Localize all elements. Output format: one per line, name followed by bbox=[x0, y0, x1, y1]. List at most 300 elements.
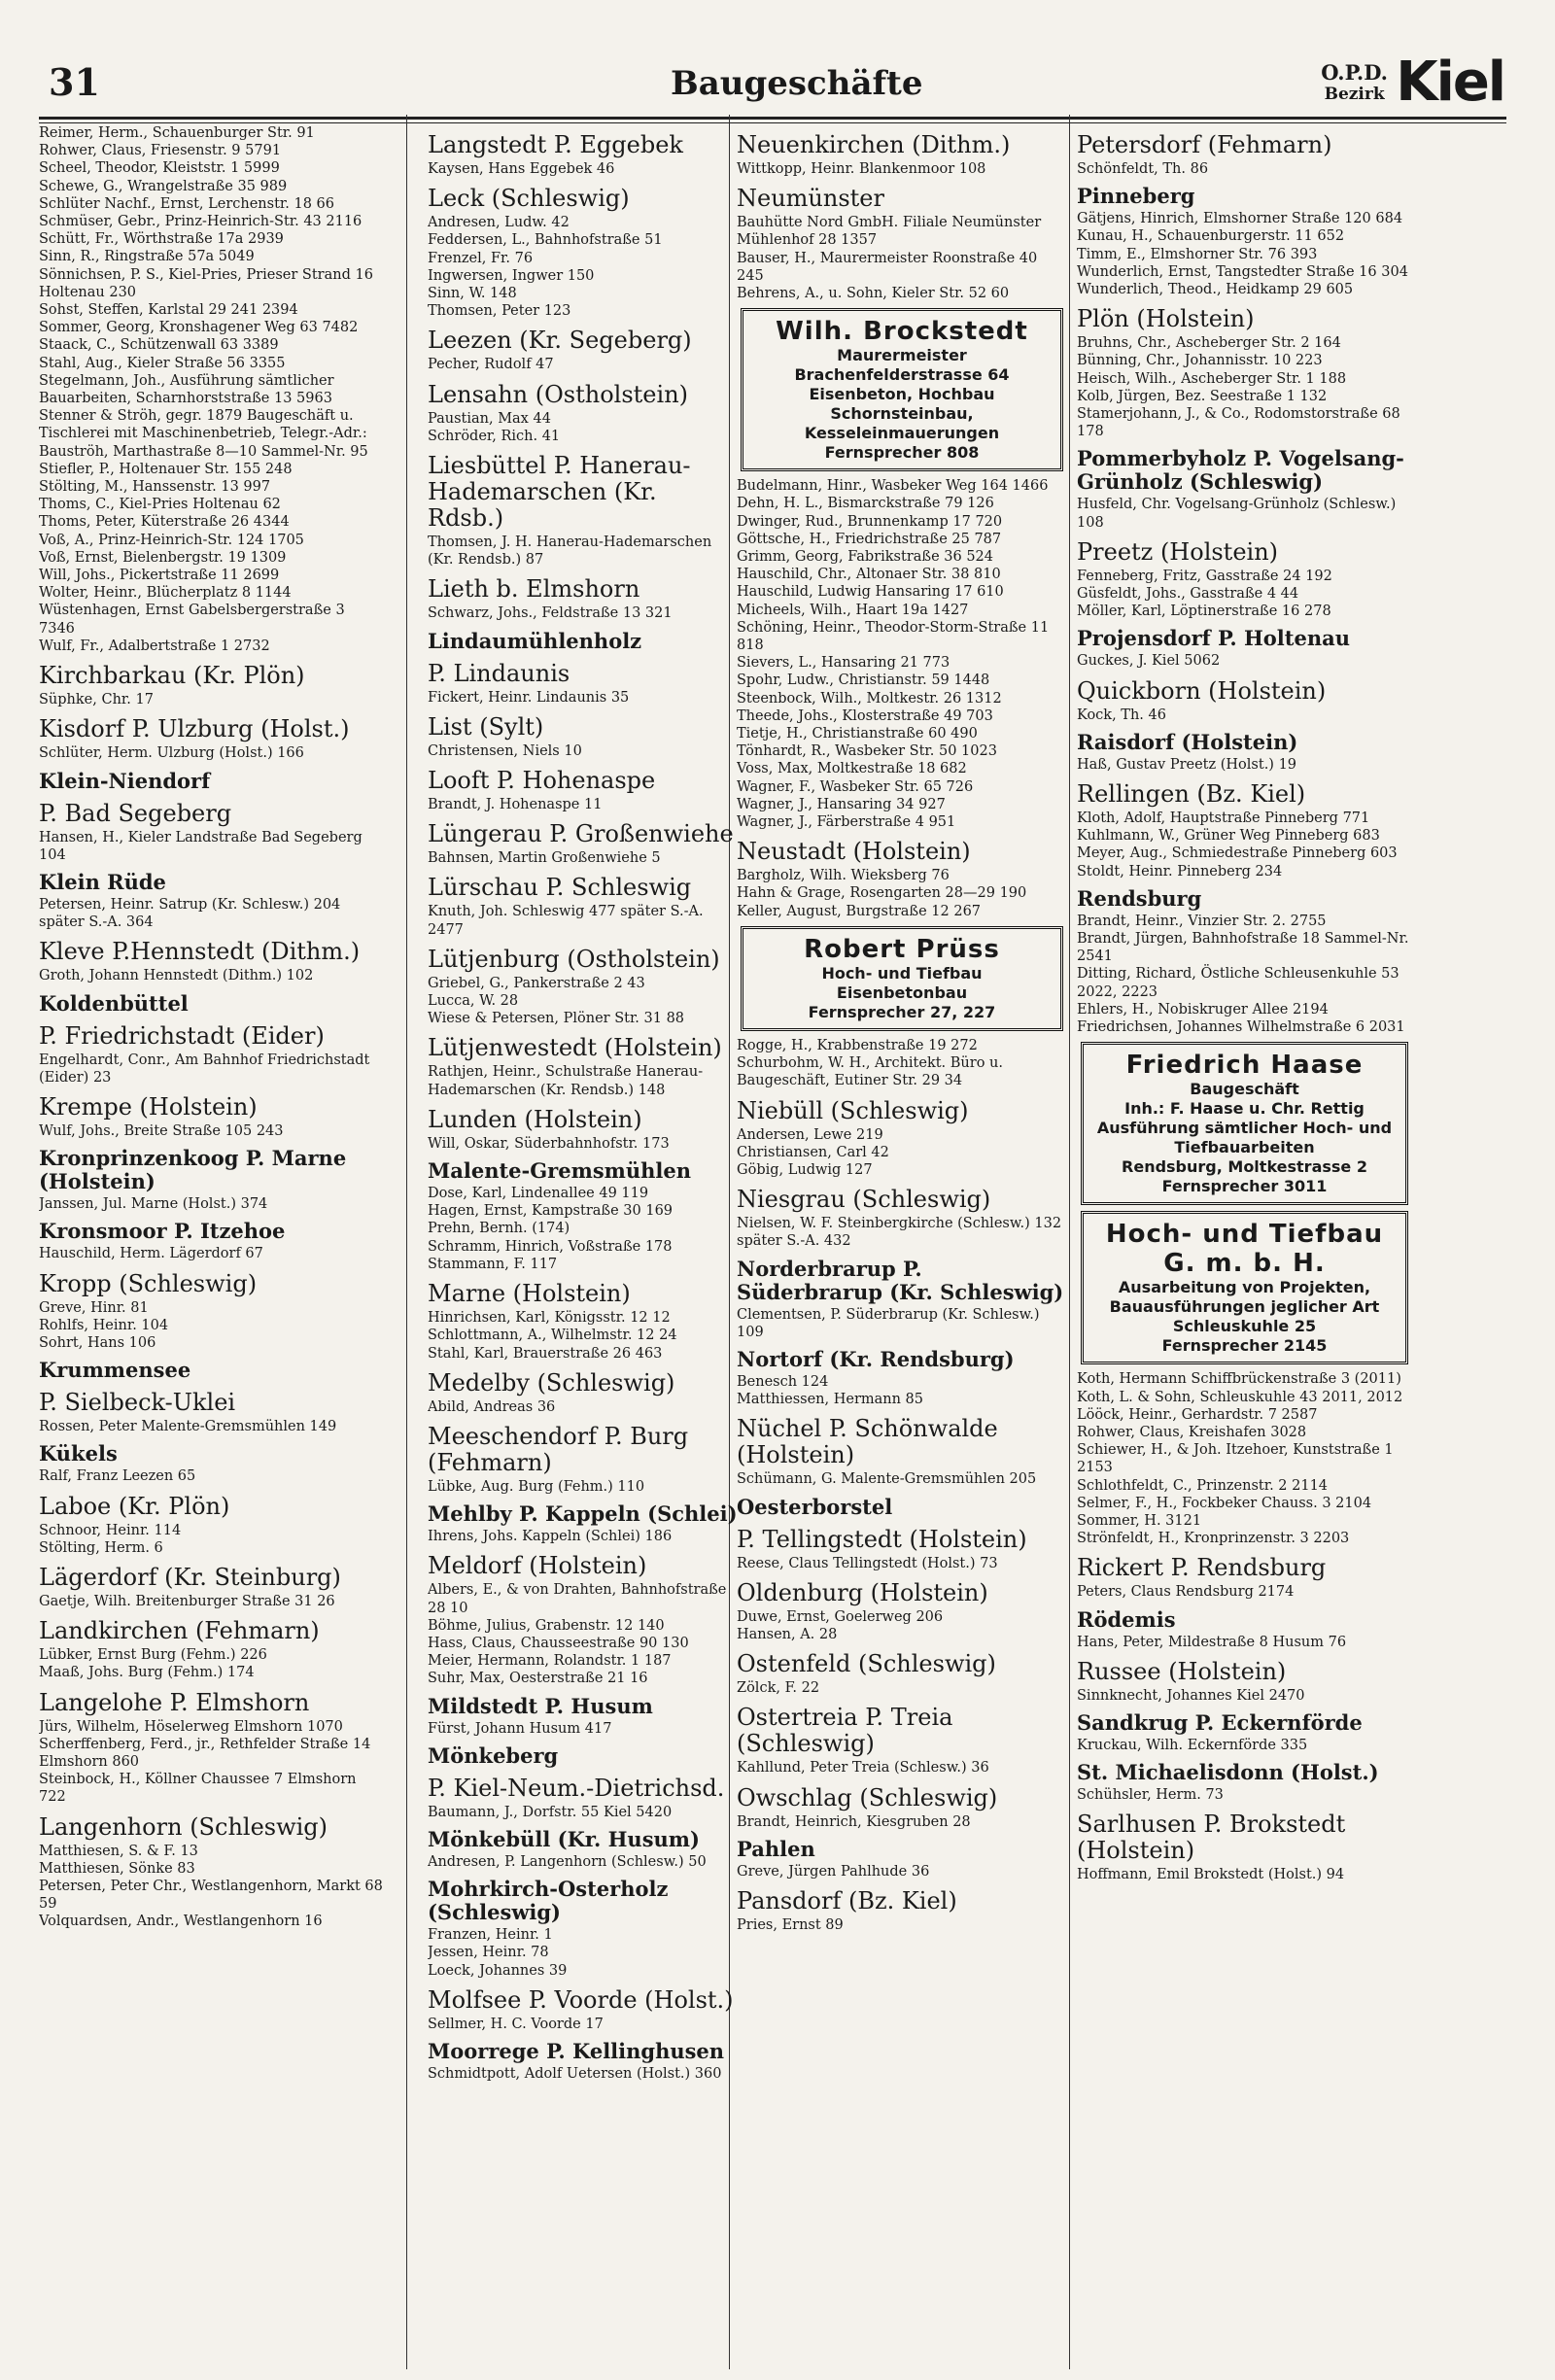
directory-entry: Strönfeldt, H., Kronprinzenstr. 3 2203 bbox=[1077, 1531, 1350, 1547]
directory-entry: Brandt, Heinrich, Kiesgruben 28 bbox=[737, 1813, 971, 1830]
directory-entry: Janssen, Jul. Marne (Holst.) 374 bbox=[39, 1196, 268, 1213]
place-heading: Molfsee P. Voorde (Holst.) bbox=[428, 1985, 734, 2014]
directory-entry: Göbig, Ludwig 127 bbox=[737, 1161, 873, 1178]
directory-entry: Kahllund, Peter Treia (Schlesw.) 36 bbox=[737, 1760, 989, 1776]
directory-entry: Wagner, F., Wasbeker Str. 65 726 bbox=[737, 778, 974, 795]
place-heading: Quickborn (Holstein) bbox=[1077, 676, 1327, 705]
place-heading: Pahlen bbox=[737, 1836, 815, 1861]
advertisement-line: Fernsprecher 808 bbox=[824, 443, 980, 463]
directory-entry: Bahnsen, Martin Großenwiehe 5 bbox=[428, 850, 661, 867]
directory-entry: Reese, Claus Tellingstedt (Holst.) 73 bbox=[737, 1555, 998, 1571]
directory-entry: Will, Johs., Pickertstraße 11 2699 bbox=[39, 568, 280, 584]
directory-entry: Voss, Max, Moltkestraße 18 682 bbox=[737, 761, 967, 777]
directory-entry: Matthiesen, S. & F. 13 bbox=[39, 1843, 198, 1859]
page-title: Baugeschäfte bbox=[671, 64, 923, 103]
directory-entry: Ditting, Richard, Östliche Schleusenkuhle 53 2022, 2223 bbox=[1077, 966, 1400, 1000]
place-heading: P. Lindaunis bbox=[428, 659, 570, 687]
directory-entry: Stamerjohann, J., & Co., Rodomstorstraße 68 178 bbox=[1077, 406, 1400, 440]
place-heading: Plön (Holstein) bbox=[1077, 305, 1255, 333]
directory-entry: Wagner, J., Färberstraße 4 951 bbox=[737, 814, 956, 831]
directory-entry: Frenzel, Fr. 76 bbox=[428, 250, 534, 266]
directory-entry: Stoldt, Heinr. Pinneberg 234 bbox=[1077, 863, 1283, 880]
place-heading: Pinneberg bbox=[1077, 184, 1195, 209]
directory-entry: Hahn & Grage, Rosengarten 28—29 190 bbox=[737, 885, 1027, 902]
directory-entry: Pries, Ernst 89 bbox=[737, 1916, 844, 1933]
directory-entry: Paustian, Max 44 bbox=[428, 410, 551, 427]
directory-entry: Rossen, Peter Malente-Gremsmühlen 149 bbox=[39, 1419, 337, 1435]
directory-entry: Andresen, P. Langenhorn (Schlesw.) 50 bbox=[428, 1853, 707, 1870]
place-heading: Rellingen (Bz. Kiel) bbox=[1077, 780, 1306, 809]
place-heading: Projensdorf P. Holtenau bbox=[1077, 626, 1350, 651]
directory-entry: Schwarz, Johs., Feldstraße 13 321 bbox=[428, 605, 673, 622]
directory-entry: Greve, Jürgen Pahlhude 36 bbox=[737, 1863, 930, 1880]
place-heading: Lensahn (Ostholstein) bbox=[428, 380, 689, 408]
place-heading: P. Friedrichstadt (Eider) bbox=[39, 1021, 325, 1050]
place-heading: Meeschendorf P. Burg (Fehmarn) bbox=[428, 1422, 689, 1476]
place-heading: Petersdorf (Fehmarn) bbox=[1077, 131, 1332, 158]
directory-entry: Stölting, M., Hanssenstr. 13 997 bbox=[39, 479, 271, 496]
directory-entry: Loeck, Johannes 39 bbox=[428, 1962, 568, 1979]
directory-entry: Nielsen, W. F. Steinbergkirche (Schlesw.) 132 später S.-A. 432 bbox=[737, 1216, 1062, 1250]
advertisement-title: Robert Prüss bbox=[804, 934, 1000, 964]
directory-entry: Christiansen, Carl 42 bbox=[737, 1144, 889, 1160]
place-heading: Pommerbyholz P. Vogelsang-Grünholz (Schleswig) bbox=[1077, 446, 1404, 495]
place-heading: Nüchel P. Schönwalde (Holstein) bbox=[737, 1415, 998, 1469]
advertisement-line: Hoch- und Tiefbau bbox=[821, 963, 983, 983]
place-heading: Neuenkirchen (Dithm.) bbox=[737, 131, 1011, 158]
directory-entry: Sinn, R., Ringstraße 57a 5049 bbox=[39, 249, 255, 265]
directory-entry: Stammann, F. 117 bbox=[428, 1256, 558, 1272]
directory-entry: Heisch, Wilh., Ascheberger Str. 1 188 bbox=[1077, 370, 1347, 387]
place-heading: Owschlag (Schleswig) bbox=[737, 1783, 998, 1811]
place-heading: Looft P. Hohenaspe bbox=[428, 767, 656, 795]
directory-entry: Voß, A., Prinz-Heinrich-Str. 124 1705 bbox=[39, 532, 304, 548]
directory-entry: Hinrichsen, Karl, Königsstr. 12 12 bbox=[428, 1310, 671, 1327]
place-heading: Lunden (Holstein) bbox=[428, 1105, 642, 1133]
directory-entry: Lööck, Heinr., Gerhardstr. 7 2587 bbox=[1077, 1406, 1318, 1423]
place-heading: Rickert P. Rendsburg bbox=[1077, 1554, 1327, 1582]
place-heading: Moorrege P. Kellinghusen bbox=[428, 2038, 725, 2063]
directory-entry: Bünning, Chr., Johannisstr. 10 223 bbox=[1077, 353, 1323, 369]
directory-entry: Selmer, F., H., Fockbeker Chauss. 3 2104 bbox=[1077, 1495, 1372, 1511]
place-heading: Kropp (Schleswig) bbox=[39, 1269, 258, 1297]
place-heading: P. Tellingstedt (Holstein) bbox=[737, 1525, 1027, 1553]
directory-entry: Andresen, Ludw. 42 bbox=[428, 215, 570, 231]
directory-entry: Reimer, Herm., Schauenburger Str. 91 bbox=[39, 125, 315, 141]
directory-entry: Groth, Johann Hennstedt (Dithm.) 102 bbox=[39, 968, 314, 984]
directory-entry: Rohlfs, Heinr. 104 bbox=[39, 1317, 169, 1333]
directory-entry: Rogge, H., Krabbenstraße 19 272 bbox=[737, 1037, 978, 1053]
directory-entry: Friedrichsen, Johannes Wilhelmstraße 6 2031 bbox=[1077, 1019, 1405, 1036]
directory-entry: Möller, Karl, Löptinerstraße 16 278 bbox=[1077, 604, 1331, 620]
directory-entry: Kunau, H., Schauenburgerstr. 11 652 bbox=[1077, 228, 1345, 245]
directory-entry: Hansen, H., Kieler Landstraße Bad Segeberg 104 bbox=[39, 829, 363, 863]
place-heading: Niesgrau (Schleswig) bbox=[737, 1186, 991, 1214]
directory-entry: Gätjens, Hinrich, Elmshorner Straße 120 684 bbox=[1077, 211, 1403, 227]
directory-entry: Stahl, Aug., Kieler Straße 56 3355 bbox=[39, 355, 286, 371]
place-heading: Lütjenburg (Ostholstein) bbox=[428, 945, 720, 973]
directory-entry: Koth, Hermann Schiffbrückenstraße 3 (2011) bbox=[1077, 1371, 1401, 1388]
place-heading: Malente-Gremsmühlen bbox=[428, 1158, 692, 1184]
directory-entry: Micheels, Wilh., Haart 19a 1427 bbox=[737, 602, 969, 618]
place-heading: Ostenfeld (Schleswig) bbox=[737, 1650, 996, 1678]
directory-entry: Ralf, Franz Leezen 65 bbox=[39, 1468, 196, 1485]
directory-entry: Scherffenberg, Ferd., jr., Rethfelder Straße 14 Elmshorn 860 bbox=[39, 1736, 371, 1770]
directory-entry: Duwe, Ernst, Goelerweg 206 bbox=[737, 1608, 944, 1625]
directory-entry: Steinbock, H., Köllner Chaussee 7 Elmshorn 722 bbox=[39, 1772, 357, 1806]
place-heading: Rödemis bbox=[1077, 1606, 1176, 1632]
directory-entry: Schramm, Hinrich, Voßstraße 178 bbox=[428, 1238, 673, 1255]
directory-entry: Hans, Peter, Mildestraße 8 Husum 76 bbox=[1077, 1634, 1347, 1650]
directory-entry: Bauhütte Nord GmbH. Filiale Neumünster Mühlenhof 28 1357 bbox=[737, 215, 1042, 249]
directory-entry: Stiefler, P., Holtenauer Str. 155 248 bbox=[39, 461, 293, 477]
place-heading: Liesbüttel P. Hanerau-Hademarschen (Kr. Rdsb.) bbox=[428, 452, 691, 533]
directory-entry: Bruhns, Chr., Ascheberger Str. 2 164 bbox=[1077, 335, 1341, 352]
directory-entry: Göttsche, H., Friedrichstraße 25 787 bbox=[737, 531, 1002, 547]
directory-entry: Hauschild, Ludwig Hansaring 17 610 bbox=[737, 584, 1004, 601]
directory-entry: Behrens, A., u. Sohn, Kieler Str. 52 60 bbox=[737, 286, 1010, 302]
directory-entry: Sommer, H. 3121 bbox=[1077, 1512, 1202, 1529]
directory-entry: Kuhlmann, W., Grüner Weg Pinneberg 683 bbox=[1077, 828, 1380, 845]
directory-entry: Kaysen, Hans Eggebek 46 bbox=[428, 161, 615, 177]
place-heading: Kronsmoor P. Itzehoe bbox=[39, 1219, 286, 1244]
directory-entry: Suhr, Max, Oesterstraße 21 16 bbox=[428, 1671, 648, 1687]
directory-entry: Hass, Claus, Chausseestraße 90 130 bbox=[428, 1635, 689, 1651]
advertisement-line: Inh.: F. Haase u. Chr. Rettig bbox=[1124, 1099, 1365, 1119]
directory-entry: Tönhardt, R., Wasbeker Str. 50 1023 bbox=[737, 743, 997, 760]
place-heading: Rendsburg bbox=[1077, 885, 1202, 911]
directory-entry: Schlüter Nachf., Ernst, Lerchenstr. 18 66 bbox=[39, 195, 334, 212]
place-heading: Laboe (Kr. Plön) bbox=[39, 1492, 230, 1520]
directory-entry: Peters, Claus Rendsburg 2174 bbox=[1077, 1584, 1295, 1601]
place-heading: Sarlhusen P. Brokstedt (Holstein) bbox=[1077, 1811, 1346, 1865]
column-1 bbox=[39, 124, 384, 2369]
advertisement-line: Fernsprecher 3011 bbox=[1161, 1177, 1328, 1196]
advertisement-title: Friedrich Haase bbox=[1125, 1051, 1364, 1081]
advertisement-line: Brachenfelderstrasse 64 bbox=[794, 365, 1010, 385]
place-heading: Preetz (Holstein) bbox=[1077, 537, 1279, 566]
directory-entry: Schütt, Fr., Wörthstraße 17a 2939 bbox=[39, 231, 284, 248]
directory-entry: Hauschild, Herm. Lägerdorf 67 bbox=[39, 1246, 263, 1262]
advertisement-title: Wilh. Brockstedt bbox=[776, 317, 1028, 347]
place-heading: Lindaumühlenholz bbox=[428, 628, 642, 653]
directory-entry: Kruckau, Wilh. Eckernförde 335 bbox=[1077, 1737, 1308, 1753]
place-heading: Neumünster bbox=[737, 185, 884, 213]
place-heading: Mönkebüll (Kr. Husum) bbox=[428, 1826, 700, 1851]
directory-entry: Greve, Hinr. 81 bbox=[39, 1299, 149, 1316]
directory-entry: Böhme, Julius, Grabenstr. 12 140 bbox=[428, 1617, 665, 1634]
directory-entry: Sellmer, H. C. Voorde 17 bbox=[428, 2016, 604, 2032]
directory-entry: Hagen, Ernst, Kampstraße 30 169 bbox=[428, 1203, 674, 1220]
advertisement-line: Maurermeister bbox=[837, 346, 967, 365]
directory-entry: Grimm, Georg, Fabrikstraße 36 524 bbox=[737, 549, 994, 566]
directory-entry: Fickert, Heinr. Lindaunis 35 bbox=[428, 689, 630, 706]
directory-entry: Jürs, Wilhelm, Höselerweg Elmshorn 1070 bbox=[39, 1718, 343, 1735]
directory-entry: Sohrt, Hans 106 bbox=[39, 1334, 156, 1351]
place-heading: Kronprinzenkoog P. Marne (Holstein) bbox=[39, 1146, 347, 1194]
place-heading: Marne (Holstein) bbox=[428, 1280, 631, 1308]
directory-entry: Güsfeldt, Johs., Gasstraße 4 44 bbox=[1077, 586, 1299, 603]
directory-entry: Volquardsen, Andr., Westlangenhorn 16 bbox=[39, 1914, 323, 1930]
place-heading: P. Kiel-Neum.-Dietrichsd. bbox=[428, 1774, 725, 1802]
directory-entry: Griebel, G., Pankerstraße 2 43 bbox=[428, 975, 645, 991]
directory-entry: Maaß, Johs. Burg (Fehm.) 174 bbox=[39, 1665, 255, 1681]
directory-entry: Schröder, Rich. 41 bbox=[428, 428, 561, 444]
place-heading: Ostertreia P. Treia (Schleswig) bbox=[737, 1704, 953, 1758]
directory-entry: Dose, Karl, Lindenallee 49 119 bbox=[428, 1186, 649, 1202]
directory-entry: Abild, Andreas 36 bbox=[428, 1398, 556, 1415]
directory-entry: Lübker, Ernst Burg (Fehm.) 226 bbox=[39, 1647, 267, 1664]
place-heading: Krempe (Holstein) bbox=[39, 1092, 258, 1121]
advertisement-line: Rendsburg, Moltkestrasse 2 bbox=[1122, 1157, 1367, 1177]
directory-entry: Guckes, J. Kiel 5062 bbox=[1077, 653, 1221, 670]
opd-label: O.P.D. bbox=[1321, 60, 1388, 85]
place-heading: Krummensee bbox=[39, 1358, 191, 1383]
directory-entry: Dwinger, Rud., Brunnenkamp 17 720 bbox=[737, 513, 1003, 530]
directory-entry: Sohst, Steffen, Karlstal 29 241 2394 bbox=[39, 302, 298, 319]
column-divider bbox=[1069, 115, 1070, 2369]
page-header bbox=[39, 51, 1504, 115]
directory-entry: Süphke, Chr. 17 bbox=[39, 692, 154, 708]
place-heading: Mönkeberg bbox=[428, 1742, 559, 1768]
directory-entry: Rohwer, Claus, Friesenstr. 9 5791 bbox=[39, 143, 282, 159]
directory-entry: Budelmann, Hinr., Wasbeker Weg 164 1466 bbox=[737, 478, 1049, 495]
place-heading: Pansdorf (Bz. Kiel) bbox=[737, 1886, 957, 1914]
directory-entry: Albers, E., & von Drahten, Bahnhofstraße 28 10 bbox=[428, 1582, 727, 1616]
directory-entry: Stenner & Ströh, gegr. 1879 Baugeschäft u. Tischlerei mit Maschinenbetrieb, Telegr.-Adr.: Bauströh, Marthastraße 8—10 Sammel-Nr. 95 bbox=[39, 408, 368, 460]
page-number: 31 bbox=[49, 60, 100, 104]
advertisement-title: Hoch- und Tiefbau G. m. b. H. bbox=[1105, 1220, 1384, 1279]
place-heading: Langenhorn (Schleswig) bbox=[39, 1812, 328, 1841]
directory-entry: Baumann, J., Dorfstr. 55 Kiel 5420 bbox=[428, 1804, 673, 1820]
advertisement-line: Schornsteinbau, Kesseleinmauerungen bbox=[804, 404, 1000, 443]
column-3 bbox=[737, 124, 1067, 2369]
place-heading: Lägerdorf (Kr. Steinburg) bbox=[39, 1563, 341, 1591]
directory-entry: Brandt, Jürgen, Bahnhofstraße 18 Sammel-Nr. 2541 bbox=[1077, 931, 1409, 965]
directory-entry: Schlothfeldt, C., Prinzenstr. 2 2114 bbox=[1077, 1477, 1329, 1494]
directory-entry: Haß, Gustav Preetz (Holst.) 19 bbox=[1077, 756, 1297, 773]
directory-entry: Sönnichsen, P. S., Kiel-Pries, Prieser Strand 16 Holtenau 230 bbox=[39, 266, 373, 300]
bezirk-label: Bezirk bbox=[1324, 85, 1385, 104]
directory-entry: Fenneberg, Fritz, Gasstraße 24 192 bbox=[1077, 568, 1332, 584]
directory-entry: Schönfeldt, Th. 86 bbox=[1077, 161, 1209, 177]
place-heading: Raisdorf (Holstein) bbox=[1077, 729, 1298, 754]
directory-entry: Andersen, Lewe 219 bbox=[737, 1126, 883, 1143]
directory-entry: Schlottmann, A., Wilhelmstr. 12 24 bbox=[428, 1328, 677, 1344]
directory-entry: Hoffmann, Emil Brokstedt (Holst.) 94 bbox=[1077, 1867, 1345, 1883]
place-heading: Langstedt P. Eggebek bbox=[428, 131, 683, 158]
directory-entry: Schmüser, Gebr., Prinz-Heinrich-Str. 43 2116 bbox=[39, 214, 363, 230]
directory-entry: Koth, L. & Sohn, Schleuskuhle 43 2011, 2012 bbox=[1077, 1389, 1403, 1405]
directory-entry: Matthiesen, Sönke 83 bbox=[39, 1860, 195, 1877]
place-heading: Koldenbüttel bbox=[39, 990, 189, 1016]
directory-entry: Schiewer, H., & Joh. Itzehoer, Kunststraße 1 2153 bbox=[1077, 1442, 1394, 1476]
directory-entry: Thomsen, Peter 123 bbox=[428, 303, 571, 320]
directory-entry: Hauschild, Chr., Altonaer Str. 38 810 bbox=[737, 567, 1001, 583]
place-heading: Mehlby P. Kappeln (Schlei) bbox=[428, 1501, 738, 1527]
place-heading: Kisdorf P. Ulzburg (Holst.) bbox=[39, 715, 350, 743]
directory-entry: Scheel, Theodor, Kleiststr. 1 5999 bbox=[39, 160, 280, 177]
directory-entry: Matthiessen, Hermann 85 bbox=[737, 1392, 924, 1408]
column-divider bbox=[406, 115, 407, 2369]
directory-entry: Schurbohm, W. H., Architekt. Büro u. Baugeschäft, Eutiner Str. 29 34 bbox=[737, 1055, 1003, 1089]
directory-entry: Sommer, Georg, Kronshagener Weg 63 7482 bbox=[39, 320, 359, 336]
advertisement-line: Schleuskuhle 25 bbox=[1172, 1317, 1317, 1336]
directory-entry: Hansen, A. 28 bbox=[737, 1626, 838, 1642]
place-heading: Medelby (Schleswig) bbox=[428, 1368, 675, 1397]
directory-entry: Lucca, W. 28 bbox=[428, 993, 519, 1010]
place-heading: Meldorf (Holstein) bbox=[428, 1552, 647, 1580]
column-2 bbox=[428, 124, 739, 2369]
directory-entry: Brandt, J. Hohenaspe 11 bbox=[428, 797, 603, 813]
place-heading: Nortorf (Kr. Rendsburg) bbox=[737, 1346, 1015, 1371]
directory-entry: Stahl, Karl, Brauerstraße 26 463 bbox=[428, 1345, 663, 1362]
place-heading: P. Sielbeck-Uklei bbox=[39, 1389, 236, 1417]
directory-entry: Stölting, Herm. 6 bbox=[39, 1539, 163, 1556]
directory-entry: Wittkopp, Heinr. Blankenmoor 108 bbox=[737, 161, 986, 177]
place-heading: Lütjenwestedt (Holstein) bbox=[428, 1034, 722, 1062]
directory-entry: Dehn, H. L., Bismarckstraße 79 126 bbox=[737, 496, 994, 512]
advertisement-line: Fernsprecher 27, 227 bbox=[808, 1002, 996, 1021]
directory-entry: Thoms, Peter, Küterstraße 26 4344 bbox=[39, 514, 290, 531]
directory-entry: Steenbock, Wilh., Moltkestr. 26 1312 bbox=[737, 690, 1002, 707]
directory-entry: Wiese & Petersen, Plöner Str. 31 88 bbox=[428, 1011, 685, 1027]
directory-entry: Schöning, Heinr., Theodor-Storm-Straße 11 818 bbox=[737, 619, 1050, 654]
directory-entry: Bargholz, Wilh. Wieksberg 76 bbox=[737, 868, 950, 884]
advertisement-line: Fernsprecher 2145 bbox=[1161, 1336, 1328, 1356]
place-heading: Norderbrarup P. Süderbrarup (Kr. Schleswig) bbox=[737, 1256, 1064, 1304]
directory-entry: Ehlers, H., Nobiskruger Allee 2194 bbox=[1077, 1001, 1329, 1018]
directory-entry: Wulf, Johs., Breite Straße 105 243 bbox=[39, 1122, 284, 1139]
advertisement-box bbox=[1081, 1042, 1408, 1205]
advertisement-box bbox=[741, 926, 1063, 1031]
place-heading: Lieth b. Elmshorn bbox=[428, 575, 640, 604]
directory-entry: Spohr, Ludw., Christianstr. 59 1448 bbox=[737, 673, 990, 689]
advertisement-line: Eisenbetonbau bbox=[836, 983, 968, 1002]
place-heading: Klein-Niendorf bbox=[39, 768, 211, 793]
advertisement-line: Ausarbeitung von Projekten, Bauausführungen jeglicher Art bbox=[1109, 1278, 1380, 1317]
directory-entry: Benesch 124 bbox=[737, 1373, 829, 1390]
directory-entry: Petersen, Heinr. Satrup (Kr. Schlesw.) 204 später S.-A. 364 bbox=[39, 896, 341, 931]
directory-entry: Meier, Hermann, Rolandstr. 1 187 bbox=[428, 1653, 672, 1670]
directory-entry: Schühsler, Herm. 73 bbox=[1077, 1787, 1224, 1804]
directory-entry: Zölck, F. 22 bbox=[737, 1680, 820, 1697]
directory-entry: Wüstenhagen, Ernst Gabelsbergerstraße 3 7346 bbox=[39, 603, 345, 637]
place-heading: Langelohe P. Elmshorn bbox=[39, 1688, 310, 1716]
directory-entry: Engelhardt, Conr., Am Bahnhof Friedrichstadt (Eider) 23 bbox=[39, 1052, 370, 1086]
directory-entry: Sievers, L., Hansaring 21 773 bbox=[737, 655, 950, 672]
directory-entry: Wulf, Fr., Adalbertstraße 1 2732 bbox=[39, 638, 270, 654]
directory-entry: Wunderlich, Ernst, Tangstedter Straße 16 304 bbox=[1077, 263, 1408, 280]
place-heading: Landkirchen (Fehmarn) bbox=[39, 1617, 320, 1645]
directory-entry: Prehn, Bernh. (174) bbox=[428, 1221, 570, 1237]
advertisement-box bbox=[1081, 1211, 1408, 1364]
city-name: Kiel bbox=[1396, 51, 1504, 114]
place-heading: Mohrkirch-Osterholz (Schleswig) bbox=[428, 1877, 669, 1925]
directory-entry: Brandt, Heinr., Vinzier Str. 2. 2755 bbox=[1077, 913, 1327, 929]
place-heading: Niebüll (Schleswig) bbox=[737, 1096, 969, 1124]
directory-entry: Meyer, Aug., Schmiedestraße Pinneberg 603 bbox=[1077, 845, 1398, 862]
advertisement-line: Eisenbeton, Hochbau bbox=[809, 385, 995, 404]
directory-entry: Rathjen, Heinr., Schulstraße Hanerau-Hademarschen (Kr. Rendsb.) 148 bbox=[428, 1064, 704, 1098]
directory-entry: Petersen, Peter Chr., Westlangenhorn, Markt 68 59 bbox=[39, 1878, 383, 1913]
place-heading: P. Bad Segeberg bbox=[39, 799, 232, 827]
place-heading: Neustadt (Holstein) bbox=[737, 838, 971, 866]
directory-entry: Ingwersen, Ingwer 150 bbox=[428, 267, 595, 284]
district-label bbox=[1321, 62, 1388, 105]
header-rule-thin bbox=[39, 122, 1506, 123]
directory-entry: Lübke, Aug. Burg (Fehm.) 110 bbox=[428, 1478, 645, 1495]
place-heading: Lürschau P. Schleswig bbox=[428, 874, 692, 902]
advertisement-box bbox=[741, 308, 1063, 471]
place-heading: Kirchbarkau (Kr. Plön) bbox=[39, 662, 305, 690]
directory-entry: Gaetje, Wilh. Breitenburger Straße 31 26 bbox=[39, 1593, 335, 1609]
header-rule bbox=[39, 117, 1506, 120]
place-heading: Lüngerau P. Großenwiehe bbox=[428, 820, 734, 848]
place-heading: Mildstedt P. Husum bbox=[428, 1693, 653, 1718]
place-heading: Oesterborstel bbox=[737, 1494, 893, 1519]
directory-entry: Feddersen, L., Bahnhofstraße 51 bbox=[428, 232, 663, 249]
directory-entry: Schewe, G., Wrangelstraße 35 989 bbox=[39, 178, 288, 194]
directory-entry: Pecher, Rudolf 47 bbox=[428, 357, 554, 373]
directory-entry: Thoms, C., Kiel-Pries Holtenau 62 bbox=[39, 497, 281, 513]
directory-entry: Stegelmann, Joh., Ausführung sämtlicher Bauarbeiten, Scharnhorststraße 13 5963 bbox=[39, 372, 334, 407]
directory-entry: Thomsen, J. H. Hanerau-Hademarschen (Kr. Rendsb.) 87 bbox=[428, 535, 712, 569]
column-4 bbox=[1077, 124, 1412, 2369]
place-heading: Sandkrug P. Eckernförde bbox=[1077, 1709, 1363, 1735]
directory-entry: Staack, C., Schützenwall 63 3389 bbox=[39, 337, 279, 354]
directory-entry: Schümann, G. Malente-Gremsmühlen 205 bbox=[737, 1471, 1037, 1488]
directory-entry: Tietje, H., Christianstraße 60 490 bbox=[737, 726, 978, 742]
directory-entry: Bauser, H., Maurermeister Roonstraße 40 245 bbox=[737, 250, 1038, 284]
directory-entry: Fürst, Johann Husum 417 bbox=[428, 1720, 612, 1737]
directory-entry: Rohwer, Claus, Kreishafen 3028 bbox=[1077, 1424, 1307, 1440]
place-heading: Kükels bbox=[39, 1441, 118, 1466]
directory-entry: Voß, Ernst, Bielenbergstr. 19 1309 bbox=[39, 549, 287, 566]
place-heading: St. Michaelisdonn (Holst.) bbox=[1077, 1760, 1379, 1785]
place-heading: Russee (Holstein) bbox=[1077, 1657, 1287, 1685]
place-heading: Kleve P.Hennstedt (Dithm.) bbox=[39, 938, 361, 966]
directory-entry: Clementsen, P. Süderbrarup (Kr. Schlesw.) 109 bbox=[737, 1306, 1040, 1340]
place-heading: Klein Rüde bbox=[39, 869, 166, 894]
directory-entry: Wunderlich, Theod., Heidkamp 29 605 bbox=[1077, 282, 1354, 298]
directory-entry: Will, Oskar, Süderbahnhofstr. 173 bbox=[428, 1135, 670, 1152]
directory-entry: Sinnknecht, Johannes Kiel 2470 bbox=[1077, 1687, 1305, 1704]
directory-entry: Jessen, Heinr. 78 bbox=[428, 1945, 549, 1961]
directory-entry: Schnoor, Heinr. 114 bbox=[39, 1522, 182, 1538]
directory-entry: Schmidtpott, Adolf Uetersen (Holst.) 360 bbox=[428, 2065, 722, 2082]
place-heading: Leck (Schleswig) bbox=[428, 185, 630, 213]
advertisement-line: Ausführung sämtlicher Hoch- und Tiefbauarbeiten bbox=[1096, 1119, 1393, 1157]
directory-entry: Kolb, Jürgen, Bez. Seestraße 1 132 bbox=[1077, 388, 1328, 404]
directory-entry: Husfeld, Chr. Vogelsang-Grünholz (Schlesw.) 108 bbox=[1077, 497, 1397, 531]
directory-entry: Knuth, Joh. Schleswig 477 später S.-A. 2477 bbox=[428, 904, 704, 938]
directory-entry: Ihrens, Johs. Kappeln (Schlei) 186 bbox=[428, 1529, 673, 1545]
directory-entry: Theede, Johs., Klosterstraße 49 703 bbox=[737, 707, 993, 724]
directory-entry: Kloth, Adolf, Hauptstraße Pinneberg 771 bbox=[1077, 811, 1370, 827]
directory-entry: Wolter, Heinr., Blücherplatz 8 1144 bbox=[39, 585, 292, 602]
place-heading: Leezen (Kr. Segeberg) bbox=[428, 327, 692, 355]
place-heading: List (Sylt) bbox=[428, 712, 544, 741]
directory-entry: Schlüter, Herm. Ulzburg (Holst.) 166 bbox=[39, 745, 304, 762]
advertisement-line: Baugeschäft bbox=[1190, 1080, 1299, 1099]
place-heading: Oldenburg (Holstein) bbox=[737, 1578, 988, 1606]
directory-entry: Franzen, Heinr. 1 bbox=[428, 1927, 553, 1944]
directory-entry: Christensen, Niels 10 bbox=[428, 742, 582, 759]
directory-entry: Wagner, J., Hansaring 34 927 bbox=[737, 796, 946, 812]
directory-entry: Keller, August, Burgstraße 12 267 bbox=[737, 903, 982, 919]
directory-entry: Kock, Th. 46 bbox=[1077, 707, 1166, 723]
